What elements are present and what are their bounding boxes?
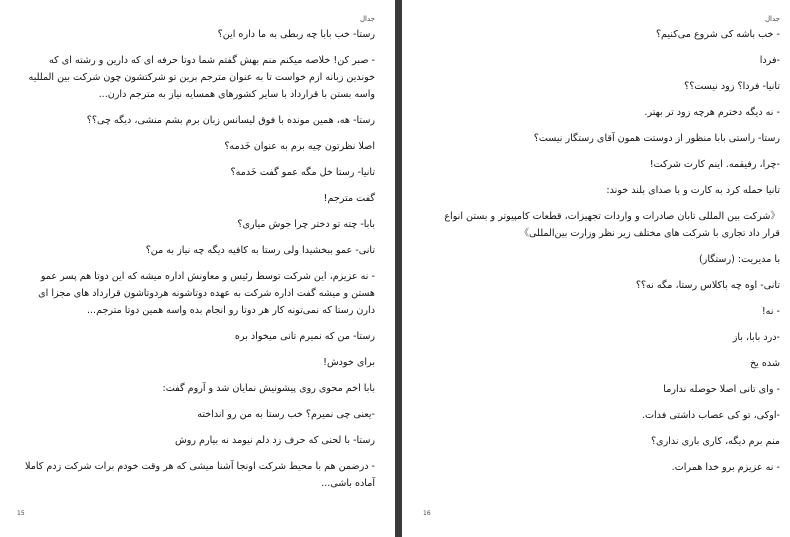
paragraph: تانی- عمو ببخشیدا ولی رستا به کافیه دیگه چه نیاز به من؟ [145,245,375,256]
paragraph: - صبر کن! خلاصه میکنم منم بهش گفتم شما دوتا حرفه ای که دارین و رشته ای که خوندین زبانه ازم خواست تا به عنوان مترجم برین تو شرکتشون چون شرکت بین المللیه واسه بستن با قرارداد با سایر کشورهای همسایه نیاز به مترجم دارن... [28,55,375,100]
paragraph: تانی- اوه چه باکلاس رستا، مگه نه؟؟ [635,280,780,291]
paragraph: -اوکی، تو کی عصاب داشتی فدات. [641,410,780,421]
paragraph: با مدیریت: (رستگار) [698,254,780,265]
paragraph: - نه عزیزم برو خدا همرات. [671,462,780,473]
paragraph: برای خودش! [323,357,375,368]
paragraph: رستا- راستی بابا منظور از دوستت همون آقای رستگار نیست؟ [533,133,780,144]
paragraph: - نه عزیزم، این شرکت توسط رئیس و معاونش اداره میشه که این دوتا هم پسر عمو هستن و میشه گفت اداره شرکت به عهده دوتاشونه هردوتاشون قرارداد های مجزا ای دارن رستا که نمی‌تونه کار هر دوتا رو انجام بده واسه همین دوتا مترجم... [38,271,375,316]
paragraph: - نه دیگه دخترم هرچه زود تر بهتر. [644,107,780,118]
paragraph: -یعنی چی نمیرم؟ خب رستا به من رو انداخته [197,409,375,420]
paragraph: تانیا حمله کرد به کارت و با صدای بلند خوند: [606,185,780,196]
paragraph: رستا- هه، همین مونده با فوق لیسانس زبان برم بشم منشی، دیگه چی؟؟ [86,115,375,126]
paragraph: شده یخ [749,358,780,369]
paragraph: منم برم دیگه، کاری باری نداری؟ [650,436,780,447]
running-header: جدال [359,15,375,23]
paragraph: - وای تانی اصلا حوصله ندارما [663,384,780,395]
paragraph: رستا- خب بابا چه ربطی به ما داره این؟ [217,29,375,40]
paragraph: -چرا، رفیقمه. اینم کارت شرکت! [649,159,780,170]
paragraph: - خب باشه کی شروع می‌کنیم؟ [655,29,780,40]
paragraph: تانیا- رستا خل مگه عمو گفت خَدمه؟ [230,167,375,178]
page-number: 16 [423,510,431,517]
paragraph: -فردا [759,55,780,66]
book-gutter [395,0,402,537]
paragraph: 《شرکت بین المللی تابان صادرات و واردات تجهیزات، قطعات کامپیوتر و بستن انواع قرار داد تجاری با شرکت های مختلف زیر نظر وزارت بین‌المللی》 [444,211,780,239]
paragraph: بابا اخم محوی روی پیشونیش نمایان شد و آروم گفت: [162,383,375,394]
paragraph: - نه! [761,306,780,317]
paragraph: تانیا- فردا؟ زود نیست؟؟ [684,81,780,92]
paragraph: بابا- چته تو دختر چرا جوش میاری؟ [237,219,375,230]
page-text [20,26,375,501]
paragraph: رستا- من که نمیرم تانی میخواد بره [234,331,375,342]
paragraph: گفت مترجم! [323,193,375,204]
paragraph: -درد بابا، باز [732,332,780,343]
page-right [402,0,790,537]
running-header: جدال [764,15,780,23]
page-number: 15 [17,510,25,517]
paragraph: اصلا نظرتون چیه برم به عنوان خَدمه؟ [224,141,375,152]
paragraph: - درضمن هم با محیط شرکت اونجا آشنا میشی که هر وقت خودم برات شرکت زدم کاملا آماده باشی... [24,461,375,489]
paragraph: رستا- با لحنی که حرف زد دلم نیومد نه بیارم روش [175,435,375,446]
page-text [430,26,780,485]
